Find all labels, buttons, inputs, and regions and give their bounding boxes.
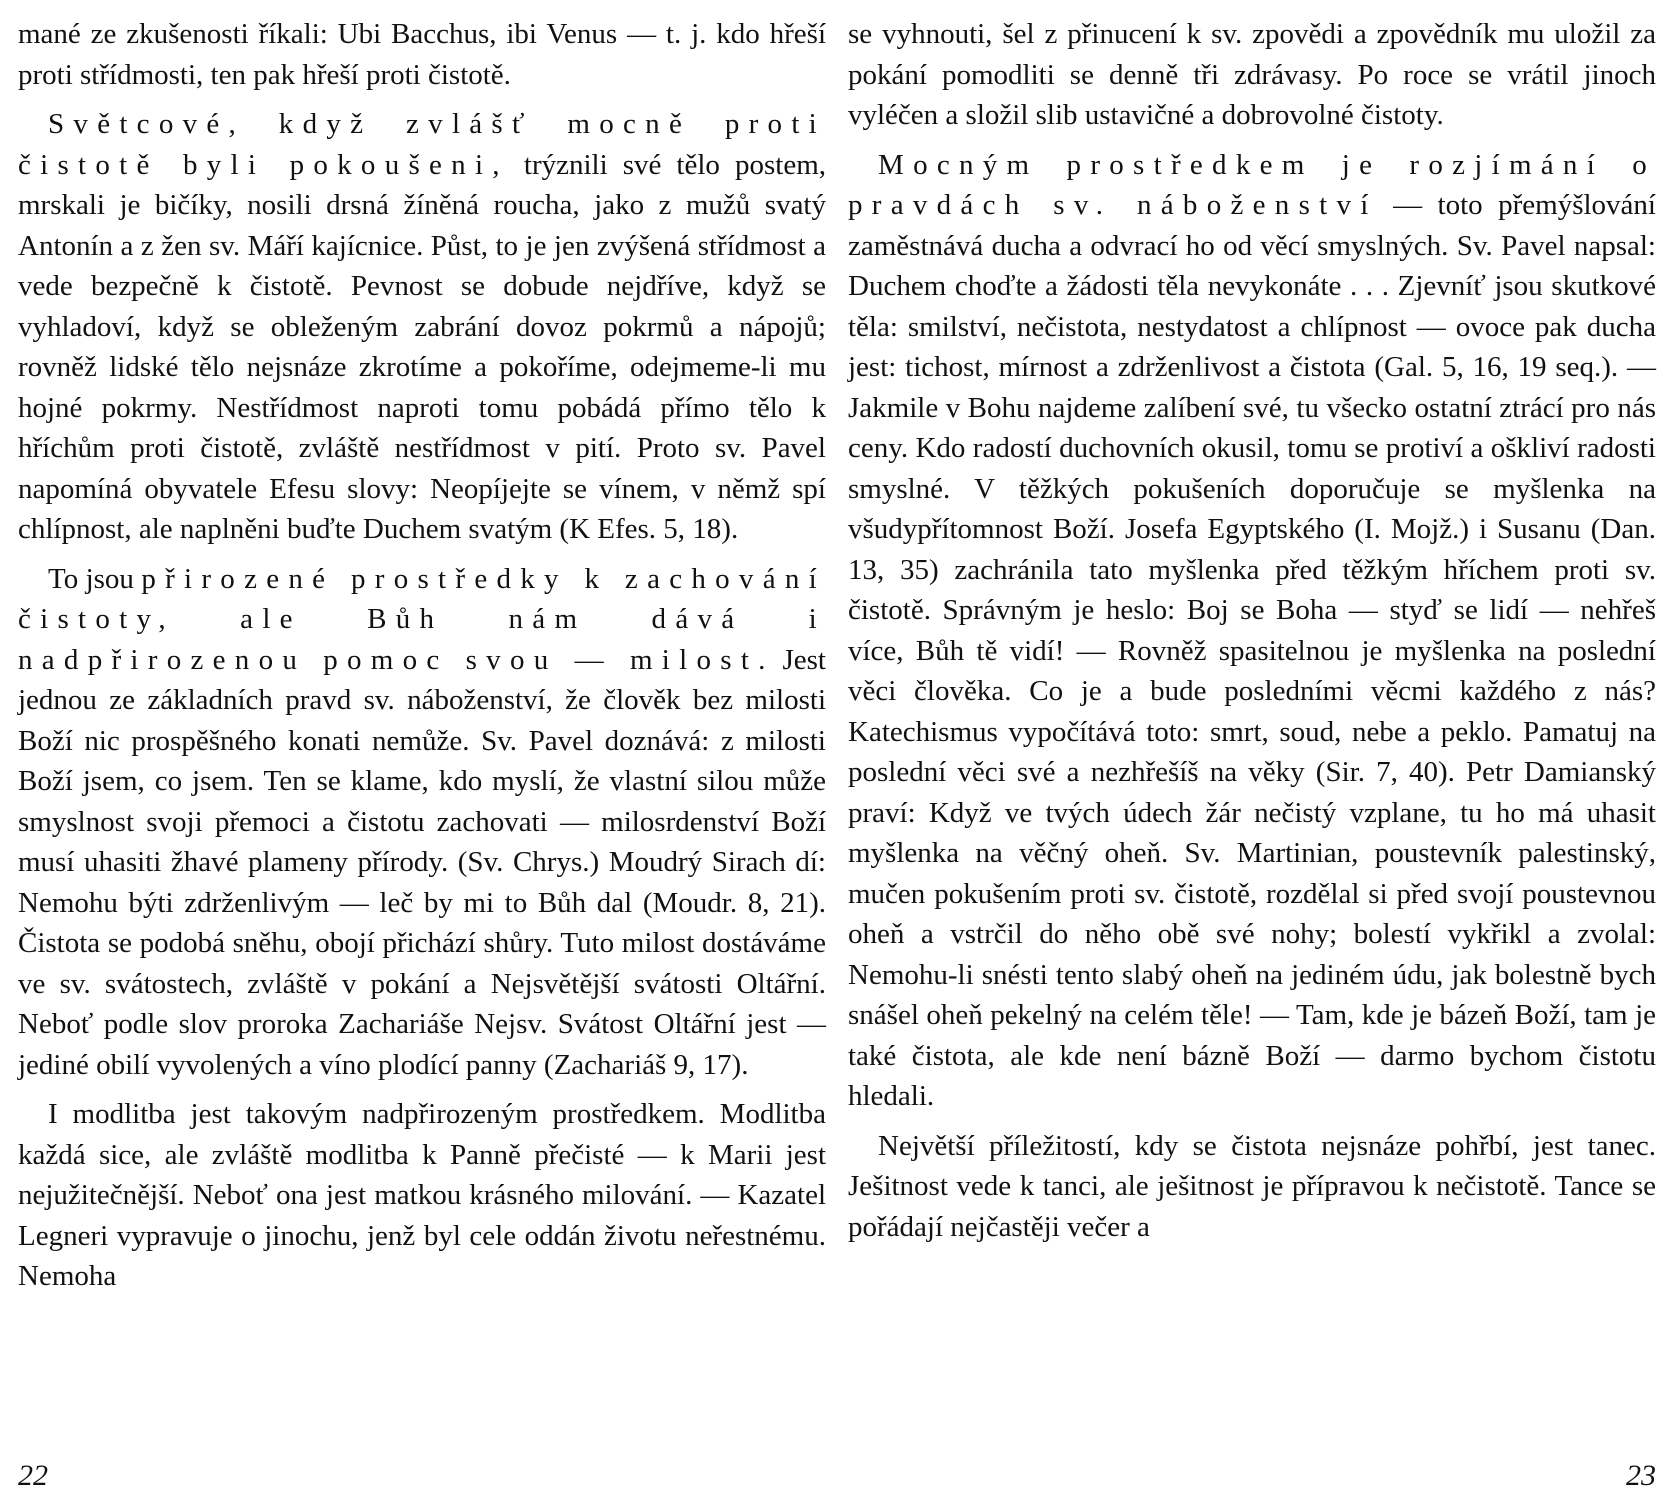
spaced-emphasis-text: přirozené prostředky k zachování čistoty, ale Bůh nám dává i nadpřirozenou pomoc svou — milost. [18, 562, 826, 676]
paragraph-text: To jsou [48, 562, 142, 595]
page-number: 23 [1626, 1459, 1656, 1492]
right-text-column [848, 14, 1656, 1247]
left-page [18, 14, 826, 1492]
paragraph-text: trýznili své tělo postem, mrskali je bičíky, nosili drsná žíněná roucha, jako z mužů svatý Antonín a z žen sv. Máří kajícnice. Půst, to je jen zvýšená střídmost a vede bezpečně k čistotě. Pevnost se dobude nejdříve, když se vyhladoví, když se obleženým zabrání dovoz pokrmů a nápojů; rovněž lidské tělo nejsnáze zkrotíme a pokoříme, odejmeme-li mu hojné pokrmy. Nestřídmost naproti tomu pobádá přímo tělo k hříchům proti čistotě, zvláště nestřídmost v pití. Proto sv. Pavel napomíná obyvatele Efesu slovy: Neopíjejte se vínem, v němž spí chlípnost, ale naplněni buďte Duchem svatým (K Efes. 5, 18). [18, 148, 826, 545]
paragraph-text: Jest jednou ze základních pravd sv. náboženství, že člověk bez milosti Boží nic prospěšného konati nemůže. Sv. Pavel doznává: z milosti Boží jsem, co jsem. Ten se klame, kdo myslí, že vlastní silou může smyslnost svoji přemoci a čistotu zachovati — milosrdenství Boží musí uhasiti žhavé plameny přírody. (Sv. Chrys.) Moudrý Sirach dí: Nemohu býti zdrženlivým — leč by mi to Bůh dal (Moudr. 8, 21). Čistota se podobá sněhu, obojí přichází shůry. Tuto milost dostáváme ve sv. svátostech, zvláště v pokání a Nejsvětější svátosti Oltářní. Neboť podle slov proroka Zachariáše Nejsv. Svátost Oltářní jest — jediné obilí vyvolených a víno plodící panny (Zachariáš 9, 17). [18, 643, 826, 1081]
page-number: 22 [18, 1459, 48, 1492]
paragraph-text: — toto přemýšlování zaměstnává ducha a odvrací ho od věcí smyslných. Sv. Pavel napsal: Duchem choďte a žádosti těla nevykonáte . . . Zjevníť jsou skutkové těla: smilství, nečistota, nestydatost a chlípnost — ovoce pak ducha jest: tichost, mírnost a zdrženlivost a čistota (Gal. 5, 16, 19 seq.). — Jakmile v Bohu najdeme zalíbení své, tu všecko ostatní ztrácí pro nás ceny. Kdo radostí duchovních okusil, tomu se protiví a oškliví radosti smyslné. V těžkých pokušeních doporučuje se myšlenka na všudypřítomnost Boží. Josefa Egyptského (I. Mojž.) i Susanu (Dan. 13, 35) zachránila tato myšlenka před těžkým hříchem proti sv. čistotě. Správným je heslo: Boj se Boha — styď se lidí — nehřeš více, Bůh tě vidí! — Rovněž spasitelnou je myšlenka na poslední věci člověka. Co je a bude posledními věcmi každého z nás? Katechismus vypočítává toto: smrt, soud, nebe a peklo. Pamatuj na poslední věci své a nezhřešíš na věky (Sir. 7, 40). Petr Damianský praví: Když ve tvých údech žár nečistý vzplane, tu ho má uhasit myšlenka na věčný oheň. Sv. Martinian, poustevník palestinský, mučen pokušením proti sv. čistotě, rozdělal si před svojí poustevnou oheň a vstrčil do něho obě své nohy; bolestí vykřikl a zvolal: Nemohu-li snésti tento slabý oheň na jediném údu, jak bolestně bych snášel oheň pekelný na celém těle! — Tam, kde je bázeň Boží, tam je také čistota, ale kde není bázně Boží — darmo bychom čistotu hledali. [848, 189, 1656, 1112]
spaced-emphasis-text: Světcové, když zvlášť mocně proti čistotě byli pokoušeni, [18, 108, 826, 181]
paragraph [18, 1094, 826, 1297]
paragraph-text: se vyhnouti, šel z přinucení k sv. zpovědi a zpovědník mu uložil za pokání pomodliti se denně tři zdrávasy. Po roce se vrátil jinoch vyléčen a složil slib ustavičné a dobrovolné čistoty. [848, 18, 1656, 131]
paragraph [848, 145, 1656, 1117]
paragraph-text: mané ze zkušenosti říkali: Ubi Bacchus, ibi Venus — t. j. kdo hřeší proti střídmosti, ten pak hřeší proti čistotě. [18, 18, 826, 91]
paragraph [848, 1126, 1656, 1248]
paragraph-text: I modlitba jest takovým nadpřirozeným prostředkem. Modlitba každá sice, ale zvláště modlitba k Panně přečisté — k Marii jest nejužitečnější. Neboť ona jest matkou krásného milování. — Kazatel Legneri vypravuje o jinochu, jenž byl cele oddán životu neřestnému. Nemoha [18, 1098, 826, 1292]
right-page [848, 14, 1656, 1492]
spaced-emphasis-text: Mocným prostředkem je rozjímání o pravdách sv. náboženství [848, 148, 1656, 221]
paragraph [18, 104, 826, 550]
paragraph [18, 559, 826, 1086]
left-text-column [18, 14, 826, 1297]
paragraph [18, 14, 826, 95]
paragraph [848, 14, 1656, 136]
paragraph-text: Největší příležitostí, kdy se čistota nejsnáze pohřbí, jest tanec. Ješitnost vede k tanci, ale ješitnost je přípravou k nečistotě. Tance se pořádají nejčastěji večer a [848, 1129, 1656, 1243]
